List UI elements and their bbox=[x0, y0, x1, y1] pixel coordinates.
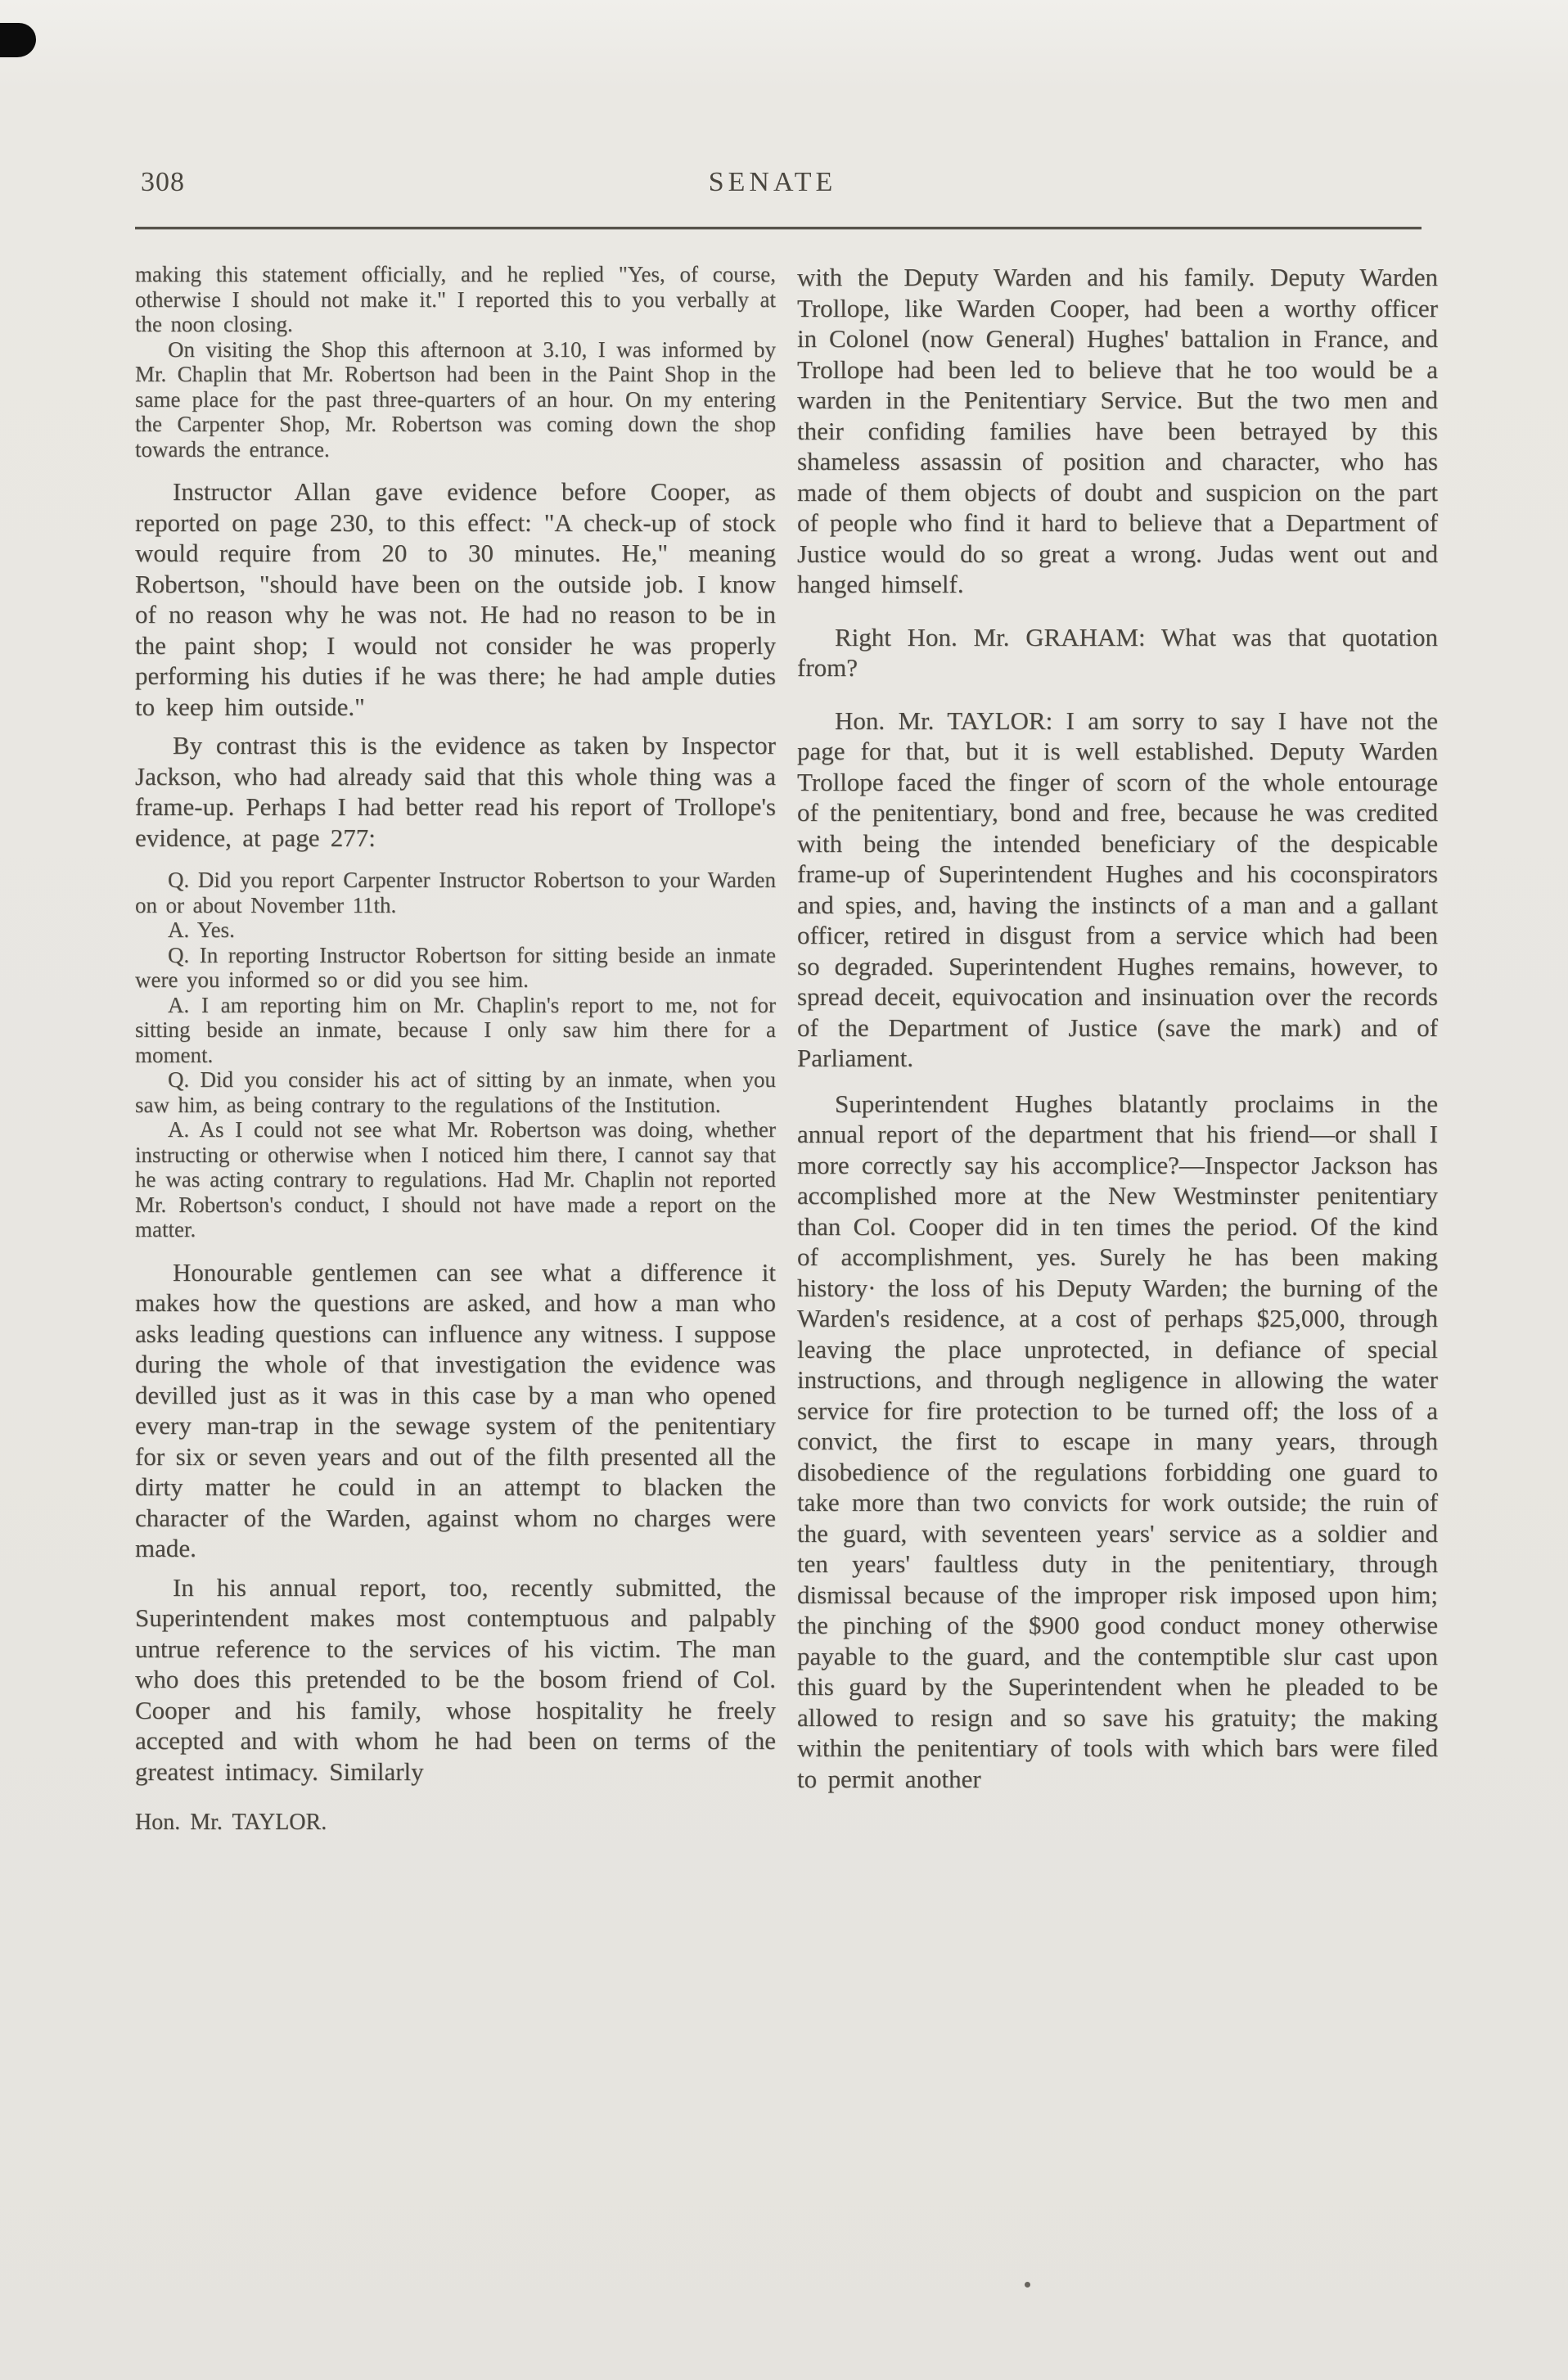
header-rule bbox=[135, 227, 1422, 229]
paragraph: Hon. Mr. TAYLOR. bbox=[135, 1810, 327, 1835]
paragraph: Q. Did you report Carpenter Instructor Robertson to your Warden on or about November 11th. bbox=[135, 868, 776, 917]
paragraph: A. Yes. bbox=[168, 917, 235, 942]
scan-artifact-dot bbox=[1025, 2282, 1030, 2288]
paragraph: In his annual report, too, recently submitted, the Superintendent makes most contemptuous and palpably untrue reference to the services of his victim. The man who does this pretended to be the bosom friend of Col. Cooper and his family, whose hospitality he freely accepted and with whom he had been on terms of the greatest intimacy. Similarly bbox=[135, 1572, 776, 1786]
running-title: SENATE bbox=[708, 167, 837, 197]
paragraph: Right Hon. Mr. GRAHAM: What was that quotation from? bbox=[797, 622, 1438, 682]
paragraph: Q. In reporting Instructor Robertson for sitting beside an inmate were you informed so or did you see him. bbox=[135, 942, 776, 992]
paragraph: with the Deputy Warden and his family. Deputy Warden Trollope, like Warden Cooper, had been a worthy officer in Colonel (now General) Hughes' battalion in France, and Trollope had been led to believe that he too would be a warden in the Penitentiary Service. But the two men and their confiding families have been betrayed by this shameless assassin of position and character, who has made of them objects of doubt and suspicion on the part of people who find it hard to believe that a Department of Justice would do so great a wrong. Judas went out and hanged himself. bbox=[797, 263, 1438, 598]
paragraph: making this statement officially, and he replied "Yes, of course, otherwise I should not make it." I reported this to you verbally at the noon closing. bbox=[135, 262, 776, 336]
paragraph: By contrast this is the evidence as taken by Inspector Jackson, who had already said that this whole thing was a frame-up. Perhaps I had better read his report of Trollope's evidence, at page 277: bbox=[135, 731, 776, 852]
paragraph: Instructor Allan gave evidence before Cooper, as reported on page 230, to this effect: "A check-up of stock would require from 20 to 30 minutes. He," meaning Robertson, "should have been on the outside job. I know of no reason why he was not. He had no reason to be in the paint shop; I would not consider he was properly performing his duties if he was there; he had ample duties to keep him outside." bbox=[135, 477, 776, 721]
left-column bbox=[135, 262, 776, 1837]
paragraph: Honourable gentlemen can see what a difference it makes how the questions are asked, and how a man who asks leading questions can influence any witness. I suppose during the whole of that investigation the evidence was devilled just as it was in this case by a man who opened every man-trap in the sewage system of the penitentiary for six or seven years and out of the filth presented all the dirty matter he could in an attempt to blacken the character of the Warden, against whom no charges were made. bbox=[135, 1257, 776, 1562]
paragraph: Hon. Mr. TAYLOR: I am sorry to say I have not the page for that, but it is well established. Deputy Warden Trollope faced the finger of scorn of the whole entourage of the penitentiary, bond and free, because he was credited with being the intended beneficiary of the despicable frame-up of Superintendent Hughes and his coconspirators and spies, and, having the instincts of a man and a gallant officer, retired in disgust from a service which had been so degraded. Superintendent Hughes remains, however, to spread deceit, equivocation and insinuation over the records of the Department of Justice (save the mark) and of Parliament. bbox=[797, 705, 1438, 1072]
text-columns bbox=[135, 262, 1438, 1837]
right-column bbox=[797, 262, 1438, 1837]
paragraph: A. I am reporting him on Mr. Chaplin's report to me, not for sitting beside an inmate, because I only saw him there for a moment. bbox=[135, 992, 776, 1067]
paragraph: Q. Did you consider his act of sitting by an inmate, when you saw him, as being contrary to the regulations of the Institution. bbox=[135, 1067, 776, 1117]
paragraph: Superintendent Hughes blatantly proclaims in the annual report of the department that his friend—or shall I more correctly say his accomplice?—Inspector Jackson has accomplished more at the New Westminster penitentiary than Col. Cooper did in ten times the period. Of the kind of accomplishment, yes. Surely he has been making history· the loss of his Deputy Warden; the burning of the Warden's residence, at a cost of perhaps $25,000, through leaving the place unprotected, in defiance of special instructions, and through negligence in allowing the water service for fire protection to be turned off; the loss of a convict, the first to escape in many years, through disobedience of the regulations forbidding one guard to take more than two convicts for work outside; the ruin of the guard, with seventeen years' service as a soldier and ten years' faultless duty in the penitentiary, through dismissal because of the improper risk imposed upon him; the pinching of the $900 good conduct money otherwise payable to the guard, and the contemptible slur cast upon this guard by the Superintendent when he pleaded to be allowed to resign and so save his gratuity; the making within the penitentiary of tools with which bars were filed to permit another bbox=[797, 1089, 1438, 1793]
page-number: 308 bbox=[141, 167, 185, 197]
scan-artifact-blob bbox=[0, 23, 36, 57]
paragraph: A. As I could not see what Mr. Robertson was doing, whether instructing or otherwise when I noticed him there, I cannot say that he was acting contrary to regulations. Had Mr. Chaplin not reported Mr. Robertson's conduct, I should not have made a report on the matter. bbox=[135, 1117, 776, 1242]
paragraph: On visiting the Shop this afternoon at 3.10, I was informed by Mr. Chaplin that Mr. Robertson had been in the Paint Shop in the same place for the past three-quarters of an hour. On my entering the Carpenter Shop, Mr. Robertson was coming down the shop towards the entrance. bbox=[135, 336, 776, 462]
